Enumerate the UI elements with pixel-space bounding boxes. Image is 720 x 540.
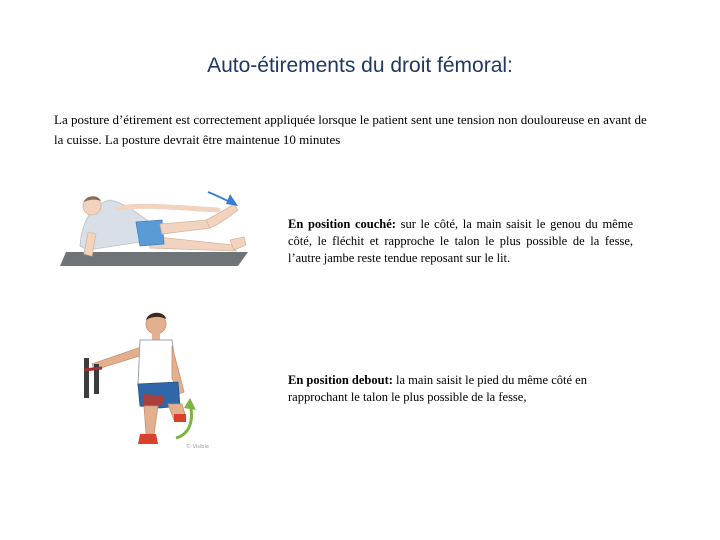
standing-position-text: la main saisit le pied du même côté en rapprochant le talon le plus possible de la fesse, [288, 373, 587, 404]
standing-position-heading: En position debout: [288, 373, 393, 387]
standing-stretch-illustration [82, 306, 212, 456]
standing-position-caption [288, 372, 633, 406]
image-watermark: © Visible [186, 444, 209, 450]
lying-position-text: sur le côté, la main saisit le genou du même côté, le fléchit et rapproche le talon le plus possible de la fesse, l’autre jambe reste tendue reposant sur le lit. [288, 217, 633, 265]
lying-stretch-illustration [58, 190, 258, 275]
page-title: Auto-étirements du droit fémoral: [207, 54, 513, 77]
lying-position-caption [288, 216, 633, 267]
intro-paragraph: La posture d’étirement est correctement appliquée lorsque le patient sent une tension non douloureuse en avant de la cuisse. La posture devrait être maintenue 10 minutes [54, 112, 647, 147]
lying-position-heading: En position couché: [288, 217, 396, 231]
